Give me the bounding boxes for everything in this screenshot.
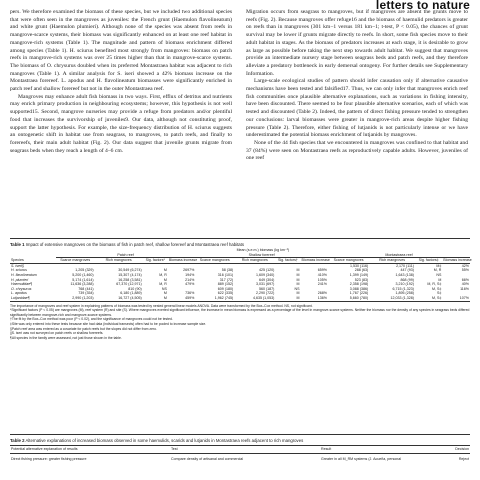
- column-header: Decision: [440, 446, 470, 454]
- paragraph: Large-scale ecological studies of pattern should infer causation only if alternative causative mechanisms have been tested and falsified17. Thus, we can only infer that mangroves enrich reef fish communities once plausible alternative explanations, such as variations in fishing intensity, have been discounted. There seemed to be four plausible alternative scenarios, each of which was tested and discounted (Table 2). Indeed, the pattern of direct fishing pressure tended to strengthen our conclusions: larval biomasses were greater in mangrove-rich areas despite higher fishing pressure (Table 2). Therefore, either fishing of lutjanids is not particularly intense or we have underestimated the potential biomass enrichment of lutjanids by mangroves.: [246, 78, 468, 139]
- data-cell: M, R, S‡: [427, 282, 442, 287]
- data-cell: 30,549 (6,274): [118, 268, 142, 273]
- data-cell: M: [163, 291, 167, 296]
- paragraph: None of the 44 fish species that we encountered in mangroves was confined to that habitat and 37 (84%) were seen on Montastraea reefs as reproductively capable adults. However, juveniles of one reef: [246, 139, 468, 162]
- table-2: [10, 434, 470, 461]
- paragraph: Migration occurs from seagrass to mangroves, but if mangroves are absent the grunts move to reefs (Fig. 2). Because mangroves offer refuge16 and the biomass of haemulid predators is greater on reefs than in mangroves (301 km−1 versus 181 km−1; t-test, P < 0.05), the chances of grunt survival may be lower if grunts migrate directly to reefs. In short, some fish species move to their adult habitat in stages. As the biomass of predators increases at each stage, it is desirable to grow as large as possible before taking the next step towards adult habitat. We suggest that mangroves provide an intermediate nursery stage between seagrass beds and patch reefs, and they therefore alleviate a predatory bottleneck in early demersal ontogeny. For further details see Supplementary Information.: [246, 9, 468, 77]
- table-2-label: Table 2: [10, 438, 25, 443]
- data-cell: 523 (83): [354, 277, 369, 282]
- column-header: Species: [10, 258, 56, 264]
- data-cell: Reject: [458, 456, 469, 461]
- data-cell: 42%: [461, 263, 469, 268]
- table-row: [10, 453, 470, 461]
- species-cell: O. chrysurus: [11, 286, 32, 291]
- paragraph: pers. We therefore examined the biomass of these species, but we included two additional species that were often seen in the mangroves as juveniles: the French grunt (Haemulon flavolineatum) and white grunt (Haemulon plumieri). Although none of the species was absent from reefs in mangrove-scarce systems, their biomass was significantly enhanced on at least one reef habitat in mangrove-rich systems (Table 1). The magnitude and pattern of biomass enrichment differed among species (Table 1). H. sciurus benefited most strongly from mangroves: biomass on patch reefs in mangrove-rich systems was over 25 times higher than that in mangrove-scarce systems. The biomass of O. chrysurus doubled when its preferred Montastraea habitat was adjacent to rich mangroves (Table 1). A similar analysis for S. iseri showed a 42% biomass increase on the Montastraea forereef. L. apodus and H. flavolineatum biomasses were significantly enriched in patch reef and shallow forereef but not in the outer Montastraea reef.: [10, 9, 232, 93]
- footnote: ||S. iseri was not surveyed on patch reefs or shallow forereefs.: [10, 331, 104, 336]
- table-2-title: Alternative explanations of increased biomass observed in some haemulids, scarids and lutjanids in Montastraea reefs adjacent to rich mangroves: [25, 438, 304, 443]
- data-cell: 241%: [317, 282, 327, 287]
- data-cell: 316 (101): [217, 272, 234, 277]
- data-cell: NS: [161, 286, 167, 291]
- data-cell: Greater in all M_RM systems (J. Acueña, personal: [321, 456, 402, 461]
- data-cell: 268%: [317, 291, 327, 296]
- data-cell: 736%: [185, 291, 195, 296]
- data-cell: 2697%: [183, 268, 195, 273]
- data-cell: M, R: [159, 272, 167, 277]
- group-header: Patch reef: [56, 253, 196, 258]
- data-cell: 58 (38): [221, 268, 234, 273]
- data-cell: 649 (304): [258, 277, 275, 282]
- table-1-grid: [10, 248, 470, 302]
- column-header: Sig. factors‡: [415, 258, 442, 264]
- data-cell: 410%: [317, 272, 327, 277]
- table-1-footnotes: [10, 304, 470, 341]
- data-cell: 1,399 (149): [349, 272, 369, 277]
- mean-biomass-note: Mean (s.e.m.) biomass (kg km⁻²): [236, 248, 290, 252]
- species-cell: Lutjanidae¶: [10, 296, 56, 301]
- footnote: The importance of mangroves and reef system in explaining patterns of biomass was tested by nested general linear models ANOVA. Data were transformed by the Box–Cox method. NS, not significant.: [10, 303, 313, 308]
- data-cell: 12,033 (1,328): [369, 296, 415, 301]
- data-cell: 868 (99): [400, 277, 414, 282]
- column-header: Rich mangroves: [234, 258, 275, 264]
- data-cell: 1,530 (116): [350, 263, 369, 268]
- data-cell: M: [275, 296, 300, 301]
- data-cell: M, S‡: [415, 296, 442, 301]
- data-cell: 6,715 (1,323): [392, 286, 414, 291]
- footnote: ¶All species in the family were assessed, not just those shown in the table.: [10, 335, 122, 340]
- data-cell: 889 (152): [217, 282, 234, 287]
- column-header: Test: [170, 446, 320, 454]
- data-cell: M: [296, 291, 300, 296]
- column-header: Biomass increase: [443, 258, 472, 263]
- data-cell: 659%: [317, 268, 327, 273]
- data-cell: 5,200 (1,460): [72, 272, 94, 277]
- journal-section-header: letters to nature: [375, 0, 470, 12]
- species-cell: L. apodus: [11, 291, 27, 296]
- species-cell: Haemulidae¶: [11, 282, 33, 287]
- data-cell: 288 (63): [354, 268, 369, 273]
- data-cell: S‡: [436, 291, 442, 296]
- data-cell: 1,643 (138): [395, 272, 414, 277]
- data-cell: 105%: [317, 277, 327, 282]
- column-header: Rich mangroves: [95, 258, 143, 264]
- data-cell: 15,307 (4,174): [118, 272, 142, 277]
- data-cell: 3,031 (697): [255, 282, 275, 287]
- footnote: ‡Site was only entered into these tests because site had data (individual transects) often had to be pooled to increase sample size.: [10, 321, 207, 326]
- right-column: [246, 9, 468, 163]
- data-cell: M: [163, 277, 167, 282]
- species-cell: H. flavolineatum: [11, 272, 37, 277]
- data-cell: 2,358 (198): [349, 282, 369, 287]
- data-cell: 1,767 (226): [349, 291, 369, 296]
- table-1-caption: [10, 238, 470, 247]
- data-cell: 768 (441): [78, 286, 94, 291]
- group-header: Montastraea reef: [328, 253, 470, 258]
- table-1: [10, 238, 470, 340]
- data-cell: 810 (90): [128, 286, 142, 291]
- data-cell: 2,170 (111): [396, 263, 414, 268]
- column-header: Scarce mangroves: [195, 258, 234, 264]
- data-cell: 116%: [460, 286, 469, 291]
- table-2-grid: [10, 445, 470, 461]
- data-cell: M‡: [436, 263, 442, 268]
- data-cell: 425 (120): [258, 268, 275, 273]
- data-cell: 107%: [442, 296, 470, 301]
- data-cell: 194%: [185, 272, 195, 277]
- table-row: [10, 296, 470, 301]
- table-2-caption: [10, 434, 470, 443]
- data-cell: M: [296, 282, 300, 287]
- column-header: Biomass increase: [301, 258, 330, 263]
- column-header: Potential alternative explanation of results: [10, 446, 170, 454]
- species-cell: H. sciurus: [11, 268, 27, 273]
- data-cell: 136%: [301, 296, 328, 301]
- data-cell: 6,180 (1,889): [120, 291, 142, 296]
- column-header: Biomass increase: [168, 258, 198, 263]
- data-cell: 5,174 (1,614): [72, 277, 94, 282]
- data-cell: M: [438, 277, 442, 282]
- data-cell: NS: [294, 286, 300, 291]
- table-1-title: Impact of extensive mangroves on the biomass of fish in patch reef, shallow forereef and Montastraea reef habitats: [25, 242, 245, 247]
- data-cell: 5,660 (780): [328, 296, 369, 301]
- data-cell: 16,258 (3,581): [118, 277, 142, 282]
- left-column: [10, 9, 232, 155]
- data-cell: 560 (187): [258, 286, 275, 291]
- column-header: Sig. factors†: [275, 258, 300, 264]
- data-cell: M: [163, 268, 167, 273]
- column-header: Sig. factors*: [143, 258, 168, 264]
- data-cell: M, S‡: [431, 286, 442, 291]
- footnote: *Significant factors (P < 0.05) are mangroves (M), reef system (R) and site (S). Where mangroves exerted significant influence, the increase in mean biomass is expressed as a percentage of the level in mangrove-scarce systems. Neither the biomass nor the density of any species in seagrass beds differed significantly between mangrove-rich and mangrove-scarce systems.: [10, 308, 470, 317]
- species-cell: H. plumieri: [11, 277, 29, 282]
- data-cell: NS: [436, 272, 442, 277]
- data-cell: M: [143, 296, 168, 301]
- data-cell: 2,290 (722): [255, 291, 275, 296]
- group-header: Shallow forereef: [195, 253, 328, 258]
- footnote: §Patch reef area was entered as a covariate for patch reefs but the slopes did not differ from zero.: [10, 326, 157, 331]
- data-cell: 4,635 (1,053): [234, 296, 275, 301]
- column-header: Scarce mangroves: [56, 258, 95, 264]
- column-header: Rich mangroves: [369, 258, 415, 264]
- data-cell: 1,962 (745): [195, 296, 234, 301]
- data-cell: M: [296, 277, 300, 282]
- paragraph: Mangroves may enhance adult fish biomass in two ways. First, efflux of detritus and nutrients may enrich primary production in neighbouring ecosystems; however, this hypothesis is not well supported15. Second, mangrove nurseries may provide a refuge from predators and/or plentiful food that increases the survivorship of juveniles9. Our data, although not constituting proof, support the latter hypothesis. For example, the size-frequency distribution of H. sciurus suggests an ontogenetic shift in habitat use from seagrass, to mangroves, to patch reefs, and finally to forereefs, their main adult habitat (Fig. 2). Our data suggest that juvenile grunts migrate from seagrass beds when they reach a length of 4–6 cm.: [10, 93, 232, 154]
- data-cell: 214%: [185, 277, 195, 282]
- data-cell: 622 (335): [217, 291, 234, 296]
- data-cell: 317 (72): [219, 277, 234, 282]
- data-cell: M: [296, 268, 300, 273]
- data-cell: 479%: [185, 282, 195, 287]
- data-cell: 609 (180): [217, 286, 234, 291]
- data-cell: 40%: [461, 282, 469, 287]
- data-cell: 66%: [461, 277, 469, 282]
- data-cell: 67,370 (12,971): [116, 282, 142, 287]
- data-cell: 739 (354): [78, 291, 94, 296]
- table-1-label: Table 1: [10, 242, 25, 247]
- data-cell: 2,990 (1,203): [56, 296, 95, 301]
- data-cell: 16,727 (4,505): [95, 296, 143, 301]
- column-header: Result: [320, 446, 440, 454]
- data-cell: M, R: [159, 282, 167, 287]
- data-cell: Direct fishing pressure: greater fishing pressure: [11, 456, 87, 461]
- data-cell: 459%: [168, 296, 195, 301]
- data-cell: 1,895 (258): [395, 291, 414, 296]
- article-body: [10, 9, 470, 236]
- data-cell: 447 (93): [400, 268, 414, 273]
- data-cell: 3,088 (386): [349, 286, 369, 291]
- data-cell: 11,636 (3,288): [70, 282, 94, 287]
- species-cell: S. iseri§: [11, 263, 24, 268]
- data-cell: M, R: [433, 268, 442, 273]
- column-header: Scarce mangroves: [328, 258, 369, 264]
- data-cell: 3,210 (192): [395, 282, 414, 287]
- footnote: †The fit by the Box–Cox method was poor (P < 0.02), and the significance of mangroves could not be tested.: [10, 317, 173, 322]
- data-cell: 55%: [461, 268, 469, 273]
- data-cell: Compare density of artisanal and commercial: [171, 456, 244, 461]
- data-cell: 1,205 (329): [75, 268, 94, 273]
- data-cell: 1,609 (340): [255, 272, 275, 277]
- data-cell: M: [296, 272, 300, 277]
